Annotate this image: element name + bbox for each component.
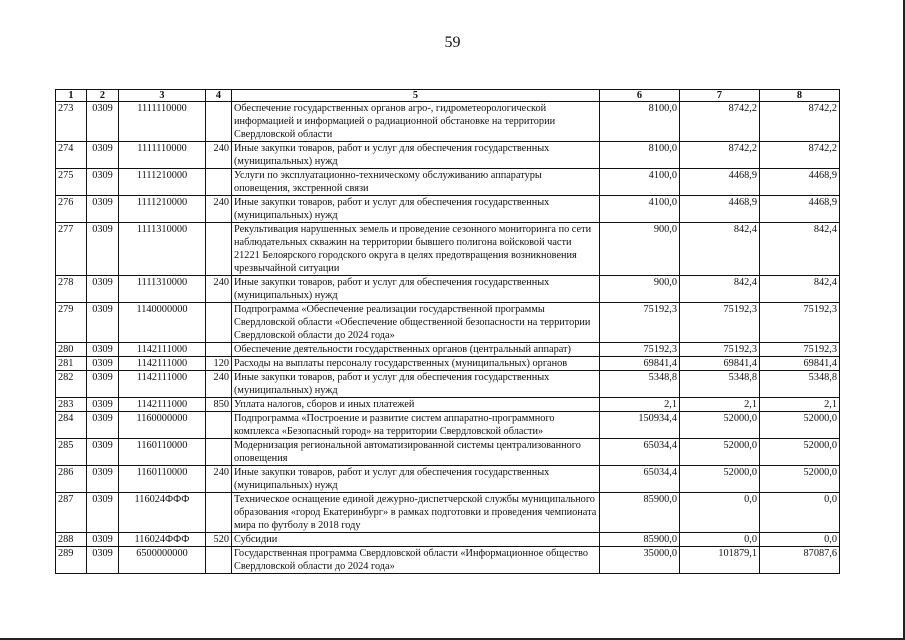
amount-col7-cell: 5348,8 — [680, 371, 760, 398]
expense-type-cell — [206, 547, 232, 574]
table-row — [56, 223, 840, 276]
amount-col8-cell: 8742,2 — [760, 102, 840, 142]
column-header-3: 3 — [119, 90, 206, 102]
row-number-cell: 273 — [56, 102, 87, 142]
row-number-cell: 282 — [56, 371, 87, 398]
target-article-cell: 1111110000 — [119, 102, 206, 142]
target-article-cell: 1160110000 — [119, 439, 206, 466]
section-code-cell: 0309 — [87, 412, 119, 439]
expense-type-cell: 120 — [206, 357, 232, 371]
row-number-cell: 278 — [56, 276, 87, 303]
row-number-cell: 286 — [56, 466, 87, 493]
amount-col8-cell: 0,0 — [760, 533, 840, 547]
table-row — [56, 439, 840, 466]
section-code-cell: 0309 — [87, 547, 119, 574]
amount-col7-cell: 4468,9 — [680, 169, 760, 196]
amount-col8-cell: 87087,6 — [760, 547, 840, 574]
amount-col8-cell: 52000,0 — [760, 439, 840, 466]
amount-col7-cell: 842,4 — [680, 276, 760, 303]
item-name-cell: Иные закупки товаров, работ и услуг для обеспечения государственных (муниципальных) нужд — [232, 466, 600, 493]
table-row — [56, 547, 840, 574]
amount-col6-cell: 75192,3 — [600, 343, 680, 357]
section-code-cell: 0309 — [87, 169, 119, 196]
table-row — [56, 169, 840, 196]
item-name-cell: Услуги по эксплуатационно-техническому обслуживанию аппаратуры оповещения, экстренной связи — [232, 169, 600, 196]
item-name-cell: Техническое оснащение единой дежурно-диспетчерской службы муниципального образования «город Екатеринбург» в рамках подготовки и проведения чемпионата мира по футболу в 2018 году — [232, 493, 600, 533]
item-name-cell: Иные закупки товаров, работ и услуг для обеспечения государственных (муниципальных) нужд — [232, 196, 600, 223]
section-code-cell: 0309 — [87, 276, 119, 303]
amount-col6-cell: 2,1 — [600, 398, 680, 412]
amount-col8-cell: 69841,4 — [760, 357, 840, 371]
item-name-cell: Иные закупки товаров, работ и услуг для обеспечения государственных (муниципальных) нужд — [232, 276, 600, 303]
table-row — [56, 142, 840, 169]
column-header-8: 8 — [760, 90, 840, 102]
section-code-cell: 0309 — [87, 343, 119, 357]
item-name-cell: Иные закупки товаров, работ и услуг для обеспечения государственных (муниципальных) нужд — [232, 142, 600, 169]
target-article-cell: 1142111000 — [119, 357, 206, 371]
item-name-cell: Уплата налогов, сборов и иных платежей — [232, 398, 600, 412]
section-code-cell: 0309 — [87, 357, 119, 371]
amount-col8-cell: 4468,9 — [760, 196, 840, 223]
target-article-cell: 1111110000 — [119, 142, 206, 169]
item-name-cell: Подпрограмма «Построение и развитие систем аппаратно-программного комплекса «Безопасный город» на территории Свердловской области» — [232, 412, 600, 439]
amount-col8-cell: 4468,9 — [760, 169, 840, 196]
amount-col7-cell: 8742,2 — [680, 102, 760, 142]
section-code-cell: 0309 — [87, 398, 119, 412]
amount-col7-cell: 0,0 — [680, 493, 760, 533]
item-name-cell: Обеспечение деятельности государственных органов (центральный аппарат) — [232, 343, 600, 357]
section-code-cell: 0309 — [87, 533, 119, 547]
amount-col6-cell: 4100,0 — [600, 196, 680, 223]
expense-type-cell: 240 — [206, 466, 232, 493]
table-row — [56, 102, 840, 142]
expense-type-cell — [206, 493, 232, 533]
target-article-cell: 1160110000 — [119, 466, 206, 493]
expense-type-cell — [206, 102, 232, 142]
expense-type-cell: 850 — [206, 398, 232, 412]
section-code-cell: 0309 — [87, 466, 119, 493]
amount-col8-cell: 842,4 — [760, 276, 840, 303]
amount-col6-cell: 900,0 — [600, 223, 680, 276]
target-article-cell: 116024ФФФ — [119, 493, 206, 533]
row-number-cell: 285 — [56, 439, 87, 466]
amount-col6-cell: 65034,4 — [600, 439, 680, 466]
table-row — [56, 303, 840, 343]
amount-col8-cell: 52000,0 — [760, 466, 840, 493]
item-name-cell: Расходы на выплаты персоналу государственных (муниципальных) органов — [232, 357, 600, 371]
table-row — [56, 412, 840, 439]
amount-col7-cell: 75192,3 — [680, 343, 760, 357]
row-number-cell: 280 — [56, 343, 87, 357]
row-number-cell: 281 — [56, 357, 87, 371]
item-name-cell: Подпрограмма «Обеспечение реализации государственной программы Свердловской области «Обеспечение общественной безопасности на территории Свердловской области до 2024 года» — [232, 303, 600, 343]
expense-type-cell — [206, 169, 232, 196]
target-article-cell: 1111310000 — [119, 223, 206, 276]
amount-col8-cell: 2,1 — [760, 398, 840, 412]
amount-col7-cell: 2,1 — [680, 398, 760, 412]
amount-col6-cell: 4100,0 — [600, 169, 680, 196]
amount-col8-cell: 8742,2 — [760, 142, 840, 169]
amount-col7-cell: 52000,0 — [680, 439, 760, 466]
amount-col8-cell: 52000,0 — [760, 412, 840, 439]
target-article-cell: 1142111000 — [119, 343, 206, 357]
section-code-cell: 0309 — [87, 196, 119, 223]
expense-type-cell: 240 — [206, 276, 232, 303]
item-name-cell: Государственная программа Свердловской области «Информационное общество Свердловской области до 2024 года» — [232, 547, 600, 574]
column-header-2: 2 — [87, 90, 119, 102]
amount-col8-cell: 75192,3 — [760, 343, 840, 357]
item-name-cell: Обеспечение государственных органов агро-, гидрометеорологической информацией и информацией о радиационной обстановке на территории Свердловской области — [232, 102, 600, 142]
amount-col8-cell: 5348,8 — [760, 371, 840, 398]
row-number-cell: 288 — [56, 533, 87, 547]
row-number-cell: 289 — [56, 547, 87, 574]
amount-col7-cell: 69841,4 — [680, 357, 760, 371]
target-article-cell: 1111210000 — [119, 196, 206, 223]
row-number-cell: 275 — [56, 169, 87, 196]
budget-table — [55, 89, 840, 574]
expense-type-cell — [206, 412, 232, 439]
expense-type-cell — [206, 343, 232, 357]
item-name-cell: Рекультивация нарушенных земель и проведение сезонного мониторинга по сети наблюдательных скважин на территории бывшего полигона войсковой части 21221 Белоярского городского округа в целях предотвращения возникновения чрезвычайной ситуации — [232, 223, 600, 276]
row-number-cell: 277 — [56, 223, 87, 276]
amount-col6-cell: 8100,0 — [600, 102, 680, 142]
target-article-cell: 1140000000 — [119, 303, 206, 343]
row-number-cell: 283 — [56, 398, 87, 412]
amount-col8-cell: 0,0 — [760, 493, 840, 533]
expense-type-cell: 520 — [206, 533, 232, 547]
column-header-5: 5 — [232, 90, 600, 102]
section-code-cell: 0309 — [87, 371, 119, 398]
amount-col6-cell: 69841,4 — [600, 357, 680, 371]
row-number-cell: 284 — [56, 412, 87, 439]
expense-type-cell — [206, 223, 232, 276]
table-header-row — [56, 90, 840, 102]
amount-col6-cell: 5348,8 — [600, 371, 680, 398]
amount-col8-cell: 842,4 — [760, 223, 840, 276]
amount-col6-cell: 65034,4 — [600, 466, 680, 493]
section-code-cell: 0309 — [87, 303, 119, 343]
expense-type-cell: 240 — [206, 196, 232, 223]
amount-col7-cell: 0,0 — [680, 533, 760, 547]
item-name-cell: Иные закупки товаров, работ и услуг для обеспечения государственных (муниципальных) нужд — [232, 371, 600, 398]
item-name-cell: Модернизация региональной автоматизированной системы централизованного оповещения — [232, 439, 600, 466]
table-row — [56, 493, 840, 533]
table-row — [56, 343, 840, 357]
target-article-cell: 1111210000 — [119, 169, 206, 196]
table-row — [56, 357, 840, 371]
table-body — [56, 102, 840, 574]
section-code-cell: 0309 — [87, 142, 119, 169]
table-row — [56, 371, 840, 398]
amount-col6-cell: 150934,4 — [600, 412, 680, 439]
column-header-6: 6 — [600, 90, 680, 102]
amount-col7-cell: 842,4 — [680, 223, 760, 276]
amount-col6-cell: 85900,0 — [600, 493, 680, 533]
row-number-cell: 276 — [56, 196, 87, 223]
table-row — [56, 466, 840, 493]
table-row — [56, 533, 840, 547]
amount-col6-cell: 35000,0 — [600, 547, 680, 574]
column-header-1: 1 — [56, 90, 87, 102]
amount-col7-cell: 52000,0 — [680, 412, 760, 439]
target-article-cell: 6500000000 — [119, 547, 206, 574]
section-code-cell: 0309 — [87, 439, 119, 466]
amount-col8-cell: 75192,3 — [760, 303, 840, 343]
amount-col7-cell: 52000,0 — [680, 466, 760, 493]
row-number-cell: 287 — [56, 493, 87, 533]
column-header-4: 4 — [206, 90, 232, 102]
expense-type-cell: 240 — [206, 142, 232, 169]
column-header-7: 7 — [680, 90, 760, 102]
target-article-cell: 1142111000 — [119, 398, 206, 412]
amount-col7-cell: 8742,2 — [680, 142, 760, 169]
row-number-cell: 274 — [56, 142, 87, 169]
amount-col7-cell: 101879,1 — [680, 547, 760, 574]
target-article-cell: 1142111000 — [119, 371, 206, 398]
section-code-cell: 0309 — [87, 102, 119, 142]
amount-col6-cell: 85900,0 — [600, 533, 680, 547]
page-number: 59 — [444, 34, 461, 51]
target-article-cell: 1160000000 — [119, 412, 206, 439]
amount-col6-cell: 900,0 — [600, 276, 680, 303]
table-row — [56, 196, 840, 223]
amount-col6-cell: 8100,0 — [600, 142, 680, 169]
amount-col7-cell: 4468,9 — [680, 196, 760, 223]
expense-type-cell — [206, 303, 232, 343]
amount-col6-cell: 75192,3 — [600, 303, 680, 343]
expense-type-cell: 240 — [206, 371, 232, 398]
table-row — [56, 398, 840, 412]
target-article-cell: 116024ФФФ — [119, 533, 206, 547]
item-name-cell: Субсидии — [232, 533, 600, 547]
section-code-cell: 0309 — [87, 223, 119, 276]
expense-type-cell — [206, 439, 232, 466]
row-number-cell: 279 — [56, 303, 87, 343]
target-article-cell: 1111310000 — [119, 276, 206, 303]
section-code-cell: 0309 — [87, 493, 119, 533]
amount-col7-cell: 75192,3 — [680, 303, 760, 343]
table-row — [56, 276, 840, 303]
